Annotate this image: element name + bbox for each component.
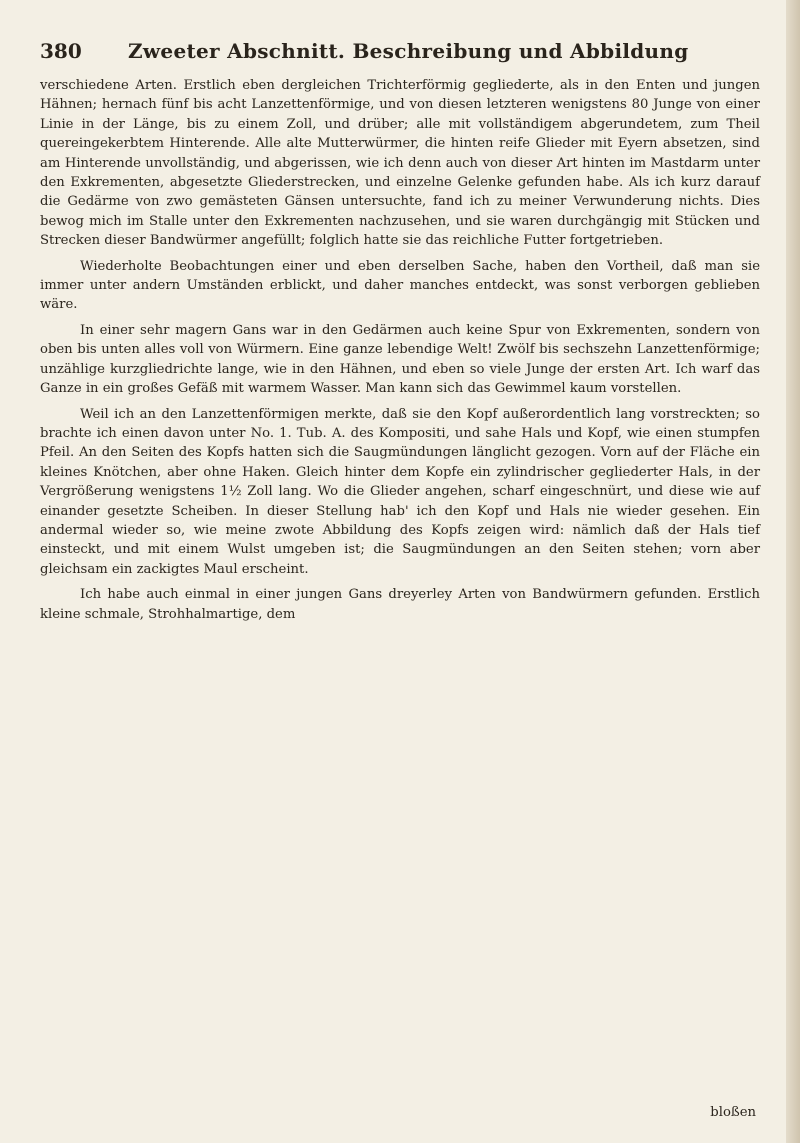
paragraph-3: In einer sehr magern Gans war in den Gedärmen auch keine Spur von Exkrementen, sondern von oben bis unten alles voll von Würmern. Eine ganze lebendige Welt! Zwölf bis sechszehn Lanzettenförmige; unzählige kurzgliedrichte lange, wie in den Hähnen, und eben so viele Junge der ersten Art. Ich warf das Ganze in ein großes Gefäß mit warmem Wasser. Man kann sich das Gewimmel kaum vorstellen. (40, 322, 760, 397)
page-number: 380 (40, 39, 82, 63)
running-title: Zweeter Abschnitt. Beschreibung und Abbildung (128, 39, 689, 63)
page-body (40, 76, 760, 624)
paragraph-2: Wiederholte Beobachtungen einer und eben derselben Sache, haben den Vortheil, daß man sie immer unter andern Umständen erblickt, und daher manches entdeckt, was sonst verborgen geblieben wäre. (40, 258, 760, 313)
paragraph-4: Weil ich an den Lanzettenförmigen merkte, daß sie den Kopf außerordentlich lang vorstreckten; so brachte ich einen davon unter No. 1. Tub. A. des Kompositi, und sahe Hals und Kopf, wie einen stumpfen Pfeil. An den Seiten des Kopfs hatten sich die Saugmündungen länglicht gezogen. Vorn auf der Fläche ein kleines Knötchen, aber ohne Haken. Gleich hinter dem Kopfe ein zylindrischer gegliederter Hals, in der Vergrößerung wenigstens 1½ Zoll lang. Wo die Glieder angehen, scharf eingeschnürt, und diese wie auf einander gesetzte Scheiben. In dieser Stellung hab' ich den Kopf und Hals nie wieder gesehen. Ein andermal wieder so, wie meine zwote Abbildung des Kopfs zeigen wird: nämlich daß der Hals tief einsteckt, und mit einem Wulst umgeben ist; die Saugmündungen an den Seiten stehen; vorn aber gleichsam ein zackigtes Maul erscheint. (40, 406, 760, 577)
page-edge (786, 0, 800, 1143)
paragraph-5: Ich habe auch einmal in einer jungen Gans dreyerley Arten von Bandwürmern gefunden. Erstlich kleine schmale, Strohhalmartige, dem (40, 587, 760, 622)
running-header (40, 38, 760, 64)
catchword: bloßen (710, 1105, 756, 1120)
paragraph-1: verschiedene Arten. Erstlich eben dergleichen Trichterförmig gegliederte, als in den Enten und jungen Hähnen; hernach fünf bis acht Lanzettenförmige, und von diesen letzteren wenigstens 80 Junge von einer Linie in der Länge, bis zu einem Zoll, und drüber; alle mit vollständigem abgerundetem, zum Theil quereingekerbtem Hinterende. Alle alte Mutterwürmer, die hinten reife Glieder mit Eyern absetzen, sind am Hinterende unvollständig, und abgerissen, wie ich denn auch von dieser Art hinten im Mastdarm unter den Exkrementen, abgesetzte Gliederstrecken, und einzelne Gelenke gefunden habe. Als ich kurz darauf die Gedärme von zwo gemästeten Gänsen untersuchte, fand ich zu meiner Verwunderung nichts. Dies bewog mich im Stalle unter den Exkrementen nachzusehen, und sie waren durchgängig mit Stücken und Strecken dieser Bandwürmer angefüllt; folglich hatte sie das reichliche Futter fortgetrieben. (40, 78, 760, 249)
